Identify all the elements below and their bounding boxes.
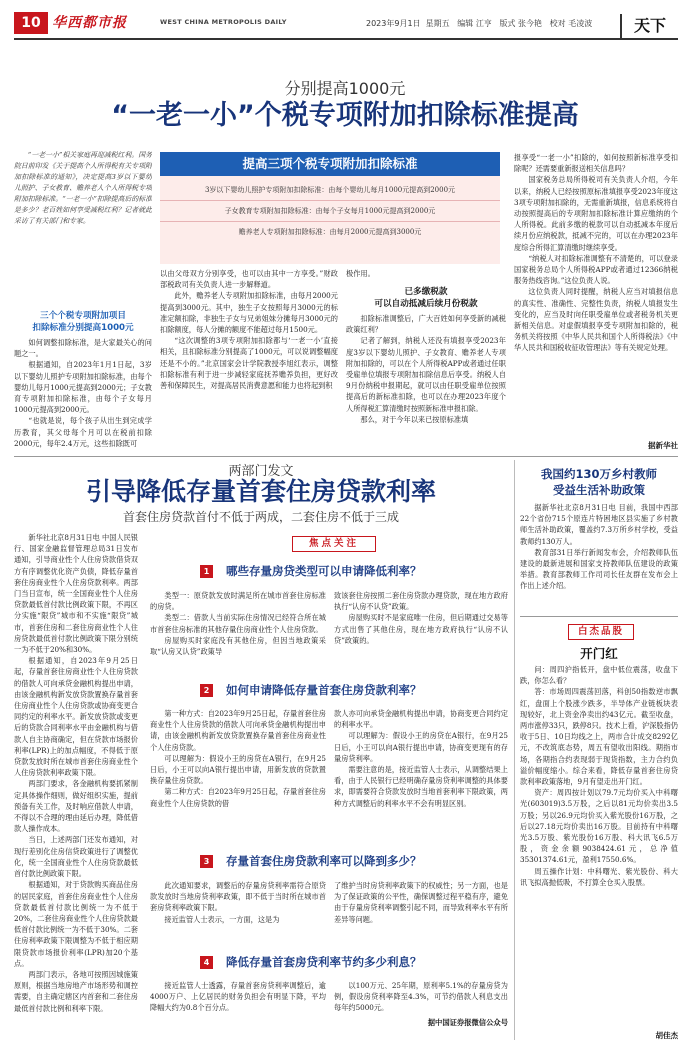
question-title: 降低存量首套房贷利率节约多少利息？ [226,955,422,969]
article1-intro: “一老一小”相关家庭再迎减税红利。国务院日前印发《关于提高个人所得税有关专项附加扣除标准的通知》，决定提高3岁以下婴幼儿照护、子女教育、赡养老人个人所得税专项附加扣除标准。“一老一小”扣除提高后的标准是多少？老百姓如何享受减税红利？记者就此采访了有关部门和专家。 [14,151,152,225]
paragraph: 报享受“一老一小”扣除的，如何按照新标准享受扣除呢？还需要重新报送相关信息吗？ [514,153,678,174]
focus-label: 焦点关注 [292,536,376,552]
paragraph: 答：市场周四震荡回落，科创50指数逆市飘红，盘面上个股涨少跌多，半导体产业链板块表现较好，北上资金净卖出约43亿元。截至收盘，两市涨停33只，跌停8只。技术上看，沪深股指仍收于5日、10日均线之上，两市合计成交8292亿元，不改筑底态势，周五有望收出阳线。期指市场，各期指合约表现弱于现货指数，主力合约负溢价幅度缩小。综合来看，降低存量首套住房贷款利率政策落地，9月有望走出开门红。 [520,687,678,787]
article2-left-column [14,532,138,1040]
paragraph: 根据通知，自2023年1月1日起，3岁以下婴幼儿照护专项附加扣除标准，由每个婴幼儿每月1000元提高到2000元；子女教育专项附加扣除标准，由每个子女每月1000元提高到2000元。 [14,360,152,415]
question-number: 4 [200,956,213,969]
article3-body [520,502,678,612]
question-number: 3 [200,855,213,868]
paragraph: 两部门要求，各金融机构要抓紧制定具体操作细则，做好组织实施，提前预备有关工作，及时响应借款人申请，不得以不合理的理由延后办理，降低借款人操作成本。 [14,779,138,834]
issue-info [366,18,592,29]
paragraph: 致该套住房按照二套住房贷款办理贷款，现在地方政府执行“认房不认贷”政策。 [334,591,508,612]
question-number: 1 [200,565,213,578]
question-4-left [150,980,326,1030]
paragraph: 根据通知，自2023年9月25日起，存量首套住房商业性个人住房贷款的借款人可向承贷金融机构提出申请，由该金融机构新发放贷款置换存量首套住房商业性个人住房贷款或协商变更合同约定的利率水平。新发放贷款或变更后的贷款合同利率水平由金融机构与借款人自主协商确定，但在贷款市场报价利率(LPR)上的加点幅度，不得低于原贷款发放时所在城市首套住房商业性个人住房贷款利率政策下限。 [14,656,138,778]
paragraph: 此外，赡养老人专项附加扣除标准，由每月2000元提高到3000元。其中，独生子女按照每月3000元的标准定额扣除，非独生子女与兄弟姐妹分摊每月3000元的扣除额度，每人分摊的额度不能超过每月1500元。 [160,291,338,335]
paragraph: 当日，上述两部门还发布通知，对现行差别化住房信贷政策进行了调整优化，统一全国商业性个人住房贷款最低首付款比例政策下限。 [14,835,138,879]
paragraph: “这次调整的3项专项附加扣除都与‘一老一小’直接相关，且扣除标准分别提高了1000元，可以说调整幅度还是不小的。”北京国家会计学院教授李旭红表示，调整扣除标准有利于进一步减轻家庭抚养赡养负担，更好改善和保障民生，对提高居民消费意愿和能力也将起到积 [160,336,338,391]
question-2-right [334,708,508,844]
article1-column-3-top [346,268,506,282]
page-number: 10 [14,12,48,34]
paragraph: 类型二：借款人当前实际住房情况已经符合所在城市首套住房标准的其他存量住房商业性个人住房贷款。 [150,613,326,634]
paragraph: “纳税人对扣除标准调整有不清楚的，可以登录国家税务总局个人所得税APP或者通过12366纳税服务热线咨询。”这位负责人说。 [514,253,678,286]
article1-kicker: 分别提高1000元 [284,79,406,98]
paragraph: 记者了解到，纳税人还没有填报享受2023年度3岁以下婴幼儿照护、子女教育、赡养老人专项附加扣除的，可以在个人所得税APP或者通过任职受雇单位填报专项附加扣除信息后享受。纳税人自9月份纳税申报期起，就可以由任职受雇单位按照提高后的新标准扣除，也可以在办理2023年度个人所得税汇算清缴时按照新标准申报扣除。 [346,336,506,413]
question-title: 存量首套住房贷款利率可以降到多少？ [226,854,422,868]
paragraph: “也就是说，每个孩子从出生到完成学历教育，其父母每个月可以在税前扣除2000元，每年2.4万元，这些扣除既可 [14,416,152,448]
paragraph: 资产：周四按计划以79.7元均价买入中科曙光(603019)3.5万股，之后以81元均价卖出3.5万股；另以26.9元均价买入紫光股份16万股，之后以27.18元均价卖出16万股。目前持有中科曙光3.5万股、紫光股份16万股、科大讯飞6.5万股，资金余额9038424.61元，总净值35301374.61元，盈利17550.6%。 [520,788,678,865]
section-divider [14,456,678,457]
question-number: 2 [200,684,213,697]
paragraph: 了维护当时房贷利率政策下的权威性；另一方面，也是为了保证政策的公平性，确保调整过程平稳有序，避免由于存量房贷利率调整引起不同，而导致利率水平有所差异等问题。 [334,881,508,924]
paragraph: 周五操作计划：中科曙光、紫光股份、科大讯飞拟高抛低吸，不打算全仓买入股票。 [520,866,678,887]
article1-headline: “一老一小”个税专项附加扣除标准提高 [111,100,579,131]
question-3-left [150,880,326,948]
layout-credit: 版式 张今艳 [499,19,543,28]
paragraph: 国家税务总局所得税司有关负责人介绍，今年以来，纳税人已经按照原标准填报享受2023年度这3项专项附加扣除的，无需重新填报，信息系统将自动按照提高后的专项附加扣除标准计算应缴纳的个人所得税。此前多缴的税款可以自动抵减本年度后续月份应纳税款，抵减不完的，可以在办理2023年度综合所得汇算清缴时继续享受。 [514,175,678,252]
tax-box-row: 赡养老人专项附加扣除标准：由每月2000元提高到3000元 [238,228,422,236]
paragraph: 那么，对于今年以来已按原标准填 [360,414,469,424]
tax-standard-box [160,152,500,264]
paragraph: 根据通知，对于贷款购买商品住房的居民家庭，首套住房商业性个人住房贷款最低首付款比例统一为不低于20%，二套住房商业性个人住房贷款最低首付款比例统一为不低于30%。二套住房利率政策下限调整为不低于相应期限贷款市场报价利率(LPR)加20个基点。 [14,880,138,968]
tax-box-row: 子女教育专项附加扣除标准：由每个子女每月1000元提高到2000元 [160,201,500,222]
newspaper-english-name: WEST CHINA METROPOLIS DAILY [160,18,287,26]
paragraph: 接近监管人士表示，一方面，这是为 [164,914,280,924]
question-title: 哪些存量房贷类型可以申请降低利率？ [226,564,422,578]
article1-byline: 据新华社 [648,441,678,450]
paragraph: 可以理解为：假设小王的房贷在A银行，在9月25日后，小王可以向A银行提出申请，协商变更现有的存量房贷利率。 [334,731,508,763]
paragraph: 教育部31日举行新闻发布会，介绍教师队伍建设的最新进展和国家支持教师队伍建设的政策举措。教育部教师工作司司长任友群在发布会上作出上述介绍。 [520,547,678,591]
section-divider [520,616,678,617]
paragraph: 以100万元、25年期，原利率5.1%的存量房贷为例，假设房贷利率降至4.3%，可节约借款人利息支出每年约5000元。 [334,981,508,1013]
paragraph: 第二种方式：自2023年9月25日起，存量首套住房商业性个人住房贷款的借 [150,787,326,808]
paragraph: 款人亦可向承贷金融机构提出申请，协商变更合同约定的利率水平。 [334,709,508,730]
question-4-right [334,980,508,1016]
paragraph: 两部门表示，各地可按照因城施策原则，根据当地房地产市场形势和调控需要，自主确定辖区内首套和二套住房最低首付款比例和利率下限。 [14,969,138,1013]
paragraph: 房屋购买时不是家庭唯一住房，但后期通过交易等方式出售了其他住房，现在地方政府执行“认房不认贷”政策的。 [334,613,508,645]
paragraph: 第一种方式：自2023年9月25日起，存量首套住房商业性个人住房贷款的借款人可向承贷金融机构提出申请，由该金融机构新发放贷款置换存量首套住房商业性个人住房贷款。 [150,709,326,752]
paragraph: 问：周四沪指低开，盘中低位震荡，收盘下跌，你怎么看？ [520,665,678,686]
paragraph: 可以理解为：假设小王的房贷在A银行，在9月25日后，小王可以向A银行提出申请，用新发放的贷款置换存量住房贷款。 [150,753,326,786]
header-rule [14,38,678,40]
question-title: 如何申请降低存量首套住房贷款利率？ [226,683,422,697]
paragraph: 此次通知要求，调整后的存量房贷利率需符合原贷款发放时当地房贷利率政策，即不低于当时所在城市首套房贷利率政策下限。 [150,881,326,913]
issue-weekday: 星期五 [425,19,450,28]
article4-author: 胡佳杰 [655,1031,678,1040]
article2-kicker: 两部门发文 [228,464,294,479]
paragraph: 接近监管人士透露，存量首套房贷利率调整后，逾4000万户、上亿居民的财务负担会有明显下降，平均降幅大约为0.8个百分点。 [150,981,326,1013]
article1-subhead-1: 三个个税专项附加项目 扣除标准分别提高1000元 [32,311,134,333]
paragraph: 以由父母双方分别享受，也可以由其中一方享受。”财政部税政司有关负责人进一步解释道。 [160,269,338,290]
issue-date: 2023年9月1日 [366,19,421,28]
article3-headline: 我国约130万乡村教师 受益生活补助政策 [540,467,657,497]
question-3-right [334,880,508,948]
header [0,0,690,40]
question-1-left [150,590,326,678]
article1-column-1 [14,337,152,452]
article2-headline: 引导降低存量首套住房贷款利率 [85,477,436,506]
paragraph: 极作用。 [346,269,375,278]
article4-headline: 开门红 [580,646,618,661]
article1-column-4 [514,152,678,442]
tax-box-title: 提高三项个税专项附加扣除标准 [160,152,500,176]
article4-body [520,664,678,1028]
editor-credit: 编辑 江亨 [457,19,492,28]
paragraph: 如何调整扣除标准，是大家最关心的问题之一。 [14,338,152,359]
paragraph: 需要注意的是，接近监管人士表示，从调整结果上看，由于人民银行已经明确存量房贷利率调整的具体要求，即需要符合贷款发放时当地首套利率下限政策，两种方式调整后的利率水平不会有明显区别。 [334,765,508,808]
article2-byline: 据中国证券报微信公众号 [427,1018,508,1027]
article1-column-3 [346,313,506,452]
question-2-left [150,708,326,844]
paragraph: 房屋购买时家庭没有其他住房，但因当地政策采取“认房又认贷”政策导 [150,635,326,657]
column-label: 白杰品股 [568,624,634,640]
paragraph: 新华社北京8月31日电 中国人民银行、国家金融监督管理总局31日发布通知，引导商业性个人住房贷款借贷双方有序调整优化资产负债，降低存量首套住房商业性个人住房贷款利率。两部门当日宣布，统一全国商业性个人住房贷款最低首付款比例政策下限，不再区分实施“限贷”城市和不实施“限贷”城市，首套住房和二套住房商业性个人住房贷款最低首付款比例政策下限分别统一为不低于20%和30%。 [14,533,138,655]
question-1-right [334,590,508,678]
section-name: 天下 [620,14,678,38]
paragraph: 这位负责人同时提醒，纳税人应当对填报信息的真实性、准确性、完整性负责，纳税人填报发生变化的，应当及时向任职受雇单位或者税务机关更新相关信息。对虚假填报享受专项附加扣除的，税务机关将按照《中华人民共和国个人所得税法》《中华人民共和国税收征收管理法》等有关规定处理。 [514,287,678,353]
paragraph: 据新华社北京8月31日电 目前，我国中西部22个省份715个原连片特困地区县实施了乡村教师生活补助政策，覆盖约7.3万所乡村学校，受益教师约130万人。 [520,503,678,546]
tax-box-row: 3岁以下婴幼儿照护专项附加扣除标准：由每个婴幼儿每月1000元提高到2000元 [160,180,500,201]
article1-subhead-2: 已多缴税款 可以自动抵减后续月份税款 [374,287,478,309]
column-divider [514,460,515,1040]
proofreader-credit: 校对 毛凌波 [549,19,593,28]
article2-deck: 首套住房贷款首付不低于两成，二套住房不低于三成 [122,510,399,524]
paragraph: 类型一：原贷款发放时满足所在城市首套住房标准的房贷。 [150,591,326,612]
newspaper-logo: 华西都市报 [52,15,127,31]
paragraph: 扣除标准调整后，广大百姓如何享受新的减税政策红利？ [346,314,506,335]
article1-column-2 [160,268,338,452]
